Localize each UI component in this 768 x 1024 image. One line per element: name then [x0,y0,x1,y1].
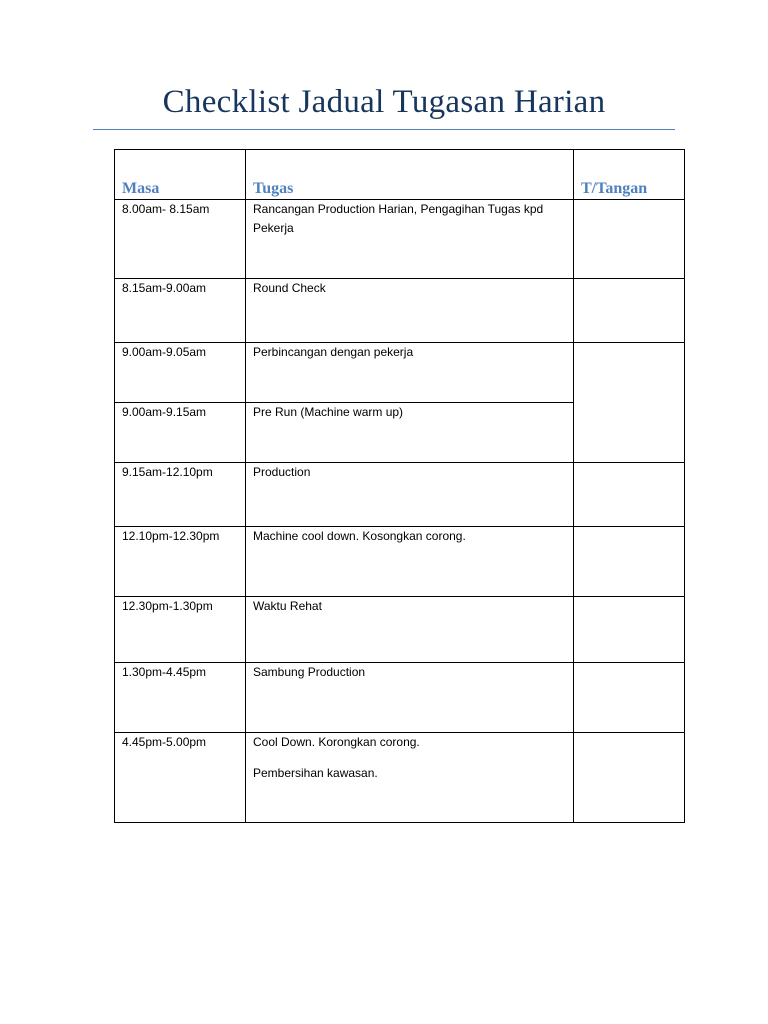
task-text: Cool Down. Korongkan corong. [253,735,420,749]
task-cell [246,343,574,403]
schedule-table [114,149,685,823]
table-row [115,279,685,343]
signature-cell[interactable] [574,200,685,279]
task-text: Waktu Rehat [253,599,322,613]
task-cell [246,527,574,597]
task-text: Pre Run (Machine warm up) [253,405,404,419]
signature-cell[interactable] [574,663,685,733]
signature-cell[interactable] [574,343,685,463]
time-cell: 4.45pm-5.00pm [115,733,246,823]
signature-cell[interactable] [574,597,685,663]
header-row [115,150,685,200]
time-cell: 8.15am-9.00am [115,279,246,343]
title-underline [93,129,675,130]
task-cell [246,733,574,823]
task-text: Round Check [253,281,326,295]
task-cell [246,279,574,343]
time-cell: 9.15am-12.10pm [115,463,246,527]
signature-cell[interactable] [574,527,685,597]
task-cell [246,663,574,733]
table-row [115,733,685,823]
task-cell [246,200,574,279]
signature-cell[interactable] [574,463,685,527]
task-text: Sambung Production [253,665,366,679]
table-row [115,343,685,403]
table-row [115,527,685,597]
column-header-task: Tugas [246,150,574,200]
table-row [115,597,685,663]
time-cell: 12.30pm-1.30pm [115,597,246,663]
column-header-time: Masa [115,150,246,200]
table-row [115,200,685,279]
time-cell: 8.00am- 8.15am [115,200,246,279]
time-cell: 9.00am-9.15am [115,403,246,463]
time-cell: 9.00am-9.05am [115,343,246,403]
page-title: Checklist Jadual Tugasan Harian [162,84,606,120]
task-text: Machine cool down. Kosongkan corong. [253,529,466,543]
time-cell: 1.30pm-4.45pm [115,663,246,733]
task-text: Perbincangan dengan pekerja [253,345,414,359]
task-text: Pembersihan kawasan. [253,766,378,780]
task-cell [246,403,574,463]
column-header-sign: T/Tangan [574,150,685,200]
task-cell [246,597,574,663]
task-text: Rancangan Production Harian, Pengagihan Tugas kpd Pekerja [253,202,544,235]
signature-cell[interactable] [574,733,685,823]
signature-cell[interactable] [574,279,685,343]
table-row [115,663,685,733]
table-row [115,463,685,527]
task-cell [246,463,574,527]
task-text: Production [253,465,311,479]
time-cell: 12.10pm-12.30pm [115,527,246,597]
